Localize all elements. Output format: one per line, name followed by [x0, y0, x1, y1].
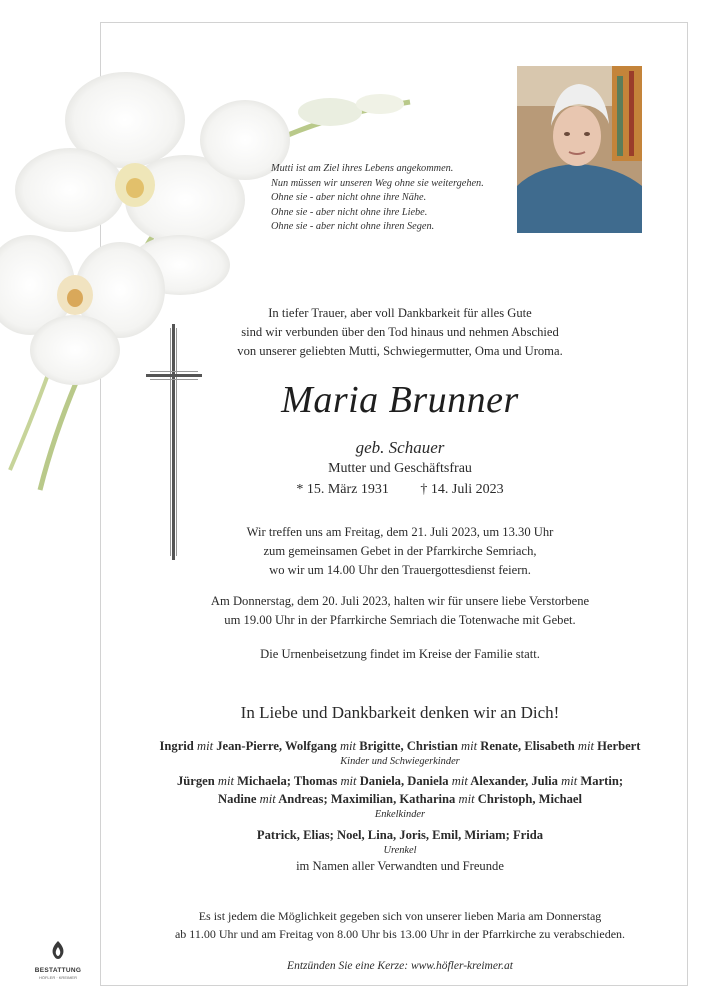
service-line: zum gemeinsamen Gebet in der Pfarrkirche Semriach, — [263, 544, 537, 558]
undertaker-logo — [28, 940, 88, 990]
great-grandchildren-line: Patrick, Elias; Noel, Lina, Joris, Emil, Miriam; Frida — [256, 828, 544, 842]
grandchildren-label: Enkelkinder — [374, 809, 426, 820]
name-text: Nadine — [217, 792, 257, 806]
service-line: wo wir um 14.00 Uhr den Trauergottesdienst feiern. — [269, 563, 531, 577]
name-text: Renate, Elisabeth — [480, 739, 575, 753]
poem-line: Ohne sie - aber nicht ohne ihren Segen. — [271, 221, 435, 233]
mit-text: mit — [561, 774, 578, 788]
deceased-role: Mutter und Geschäftsfrau — [328, 461, 472, 476]
vigil-line: um 19.00 Uhr in der Pfarrkirche Semriach die Totenwache mit Gebet. — [224, 613, 576, 627]
grandchildren-line — [120, 772, 680, 790]
mit-text: mit — [451, 774, 468, 788]
mit-text: mit — [217, 774, 234, 788]
farewell-line: Es ist jedem die Möglichkeit gegeben sich von unserer lieben Maria am Donnerstag — [198, 909, 602, 923]
farewell-text — [120, 907, 680, 943]
death-date: † 14. Juli 2023 — [420, 482, 504, 497]
mit-text: mit — [339, 739, 357, 753]
vigil-text — [120, 592, 680, 630]
poem-line: Ohne sie - aber nicht ohne ihre Liebe. — [271, 206, 428, 218]
poem-line: Nun müssen wir unseren Weg ohne sie weitergehen. — [271, 177, 484, 189]
portrait-photo — [517, 66, 642, 233]
mit-text: mit — [340, 774, 357, 788]
name-text: Jean-Pierre, Wolfgang — [216, 739, 337, 753]
deceased-name: Maria Brunner — [281, 379, 519, 421]
children-line — [120, 737, 680, 755]
name-text: Jürgen — [176, 774, 215, 788]
remember-heading: In Liebe und Dankbarkeit denken wir an Dich! — [240, 703, 560, 722]
name-text: Andreas; Maximilian, Katharina — [278, 792, 456, 806]
children-label: Kinder und Schwiegerkinder — [340, 756, 460, 767]
intro-line: sind wir verbunden über den Tod hinaus und nehmen Abschied — [241, 325, 559, 339]
intro-line: In tiefer Trauer, aber voll Dankbarkeit für alles Gute — [268, 306, 532, 320]
birth-name: geb. Schauer — [355, 438, 445, 457]
mit-text: mit — [577, 739, 594, 753]
name-text: Martin; — [580, 774, 624, 788]
mit-text: mit — [458, 792, 475, 806]
name-text: Ingrid — [159, 739, 194, 753]
candle-link[interactable]: Entzünden Sie eine Kerze: www.höfler-kreimer.at — [287, 960, 513, 972]
service-line: Wir treffen uns am Freitag, dem 21. Juli 2023, um 13.30 Uhr — [246, 525, 554, 539]
urn-text: Die Urnenbeisetzung findet im Kreise der Familie statt. — [260, 647, 540, 661]
name-text: Michaela; Thomas — [237, 774, 338, 788]
name-text: Herbert — [597, 739, 641, 753]
life-dates — [120, 482, 680, 498]
name-text: Daniela, Daniela — [359, 774, 449, 788]
vigil-line: Am Donnerstag, dem 20. Juli 2023, halten wir für unsere liebe Verstorbene — [210, 594, 590, 608]
logo-name: BESTATTUNG — [34, 967, 82, 974]
mit-text: mit — [461, 739, 478, 753]
poem — [271, 162, 521, 235]
farewell-line: ab 11.00 Uhr und am Freitag von 8.00 Uhr bis 13.00 Uhr in der Pfarrkirche zu verabschieden. — [174, 927, 626, 941]
mit-text: mit — [259, 792, 276, 806]
name-text: Alexander, Julia — [470, 774, 558, 788]
service-text — [120, 523, 680, 580]
intro-line: von unserer geliebten Mutti, Schwiegermutter, Oma und Uroma. — [237, 344, 563, 358]
birth-date: * 15. März 1931 — [296, 482, 389, 497]
great-grandchildren-label: Urenkel — [383, 845, 417, 856]
name-text: Brigitte, Christian — [359, 739, 458, 753]
poem-line: Mutti ist am Ziel ihres Lebens angekommen. — [271, 163, 454, 174]
flame-icon — [48, 940, 68, 962]
intro-text — [120, 304, 680, 361]
relatives-line: im Namen aller Verwandten und Freunde — [296, 859, 504, 873]
mit-text: mit — [196, 739, 214, 753]
name-text: Christoph, Michael — [477, 792, 582, 806]
grandchildren-line — [120, 790, 680, 808]
poem-line: Ohne sie - aber nicht ohne ihre Nähe. — [271, 192, 427, 204]
logo-sub: HÖFLER · KREIMER — [38, 975, 77, 980]
